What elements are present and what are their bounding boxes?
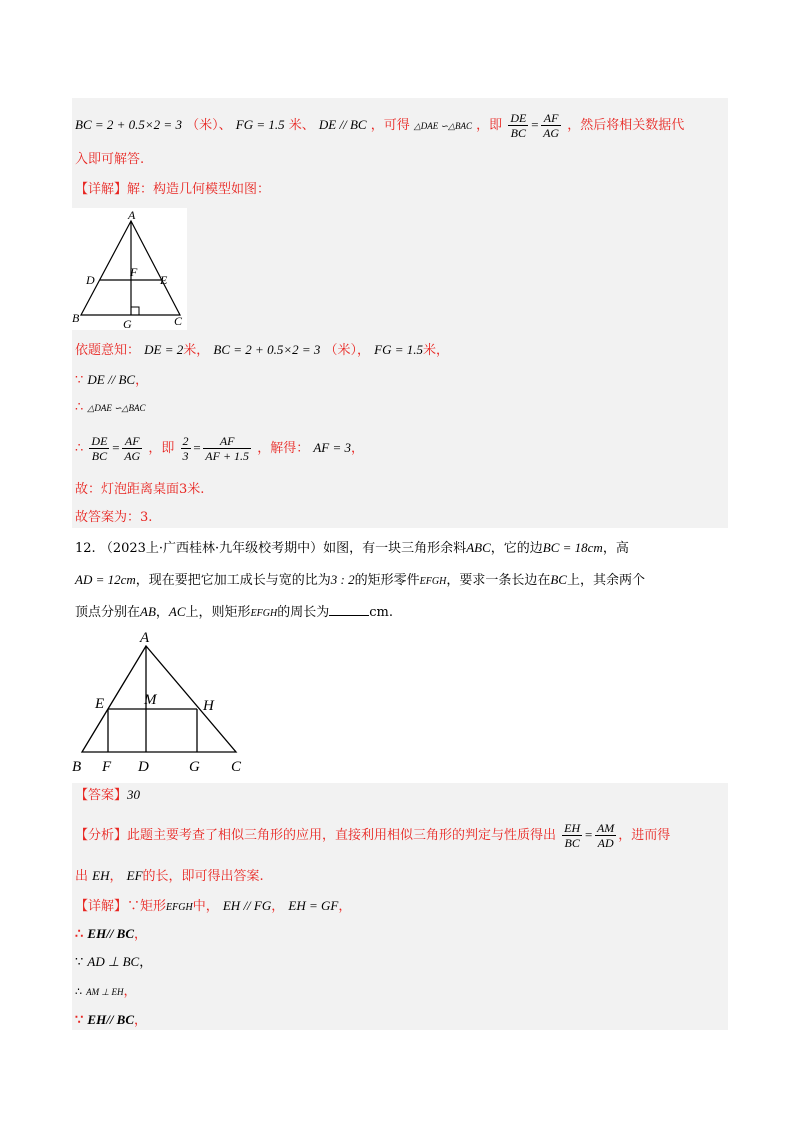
- question-text: 的周长为: [277, 605, 330, 620]
- punctuation: ，: [109, 869, 123, 884]
- analysis-line-2: [75, 866, 264, 887]
- unit-text: （米），: [324, 343, 371, 358]
- bc-length: BC = 18cm: [542, 540, 603, 555]
- similarity-expression: △DAE ∽△BAC: [413, 121, 473, 131]
- unit-text: 米，: [423, 343, 450, 358]
- question-text: ，要求一条长边在: [446, 573, 551, 588]
- analysis-text: ，进而得: [618, 828, 671, 843]
- punctuation: ，: [134, 927, 148, 942]
- label-f: F: [102, 759, 112, 775]
- question-text: ，现在要把它加工成长与宽的比为: [135, 573, 331, 588]
- math-abc: ABC: [466, 540, 491, 555]
- label-h: H: [203, 698, 214, 714]
- detail-text: 中，: [192, 899, 219, 914]
- de-equation: DE = 2: [144, 342, 184, 357]
- fraction-denominator: BC: [91, 449, 108, 463]
- fraction-numerator: EH: [564, 821, 581, 835]
- label-c: C: [174, 314, 183, 328]
- fraction-denominator: BC: [564, 836, 580, 850]
- label-g: G: [123, 317, 132, 330]
- because-symbol: ∵: [75, 1013, 84, 1028]
- parallel-expression: EH// BC: [87, 1012, 135, 1027]
- detail-line-1: [75, 340, 449, 361]
- analysis-text: 出: [75, 869, 89, 884]
- detail-heading-2: [75, 896, 351, 918]
- label-d: D: [86, 273, 95, 287]
- connector-text: ，解得：: [257, 441, 310, 456]
- similarity-expression: △DAE ∽△BAC: [87, 403, 146, 413]
- answer-value: 30: [127, 787, 141, 802]
- analysis-tag: 【分析】: [75, 828, 128, 843]
- perpendicular-expression: AD ⊥ BC: [87, 954, 140, 969]
- fraction-numerator: AM: [596, 821, 615, 835]
- connector-text: ，然后将相关数据代: [567, 118, 685, 133]
- punctuation: ，: [135, 373, 149, 388]
- question-number: 12.: [75, 541, 96, 556]
- fraction-af-ag: [122, 434, 142, 463]
- answer-tag: 【答案】: [75, 788, 128, 803]
- analysis-line-2: 入即可解答.: [75, 152, 145, 167]
- ratio: 3 : 2: [330, 572, 355, 587]
- question-text: ，它的边: [490, 541, 543, 556]
- unit-text: （米）、: [186, 118, 232, 133]
- fraction-numerator: 2: [182, 434, 189, 448]
- fg-equation: FG = 1.5: [235, 117, 285, 132]
- question-12-line-1: [75, 538, 629, 559]
- therefore-symbol: ∴: [75, 927, 84, 942]
- question-text: 的矩形零件: [354, 573, 420, 588]
- connector-text: ，可得: [370, 118, 410, 133]
- fraction-denominator: AD: [597, 836, 614, 850]
- question-12-line-3: [75, 602, 393, 624]
- label-e: E: [95, 696, 105, 712]
- label-f: F: [130, 265, 138, 279]
- math-efgh: EFGH: [250, 608, 278, 619]
- step-2: [75, 952, 152, 973]
- fraction-de-bc: [508, 111, 528, 140]
- punctuation: ，: [271, 899, 285, 914]
- question-text: 上，则矩形: [185, 605, 251, 620]
- question-text: ，高: [602, 541, 629, 556]
- result-equation: AF = 3: [313, 440, 351, 455]
- label-b: B: [72, 759, 82, 775]
- unit-text: 米、: [288, 118, 315, 133]
- because-symbol: ∵: [75, 373, 84, 388]
- question-12-line-2: [75, 570, 645, 592]
- fraction-af-ag: [541, 111, 561, 140]
- label-c: C: [231, 759, 242, 775]
- bc-equation: BC = 2 + 0.5×2 = 3: [75, 117, 182, 132]
- parallel-expression: EH// BC: [87, 926, 135, 941]
- math-efgh: EFGH: [419, 576, 447, 587]
- fraction-af-af15: [203, 434, 251, 463]
- fraction-numerator: AF: [541, 111, 561, 126]
- detail-line-4: ∴ $\frac{DE}{BC}$ = $\frac{AF}{AG}$ ，即 $\frac{2}{3}$ = $\frac{AF}{AF + 1.5}$ ，解得： AF = 3，: [75, 434, 365, 463]
- label-e: E: [160, 273, 168, 287]
- parallel-expression: EH // FG: [222, 898, 272, 913]
- detail-heading: [75, 180, 270, 200]
- punctuation: ，: [338, 899, 352, 914]
- fraction-numerator: AF: [122, 434, 142, 449]
- detail-text: 解：构造几何模型如图：: [127, 182, 271, 197]
- ad-length: AD = 12cm: [75, 572, 136, 587]
- fraction-2-3: [181, 434, 191, 463]
- punctuation: ，: [351, 441, 365, 456]
- step-3: [75, 982, 137, 1002]
- triangle-figure-2: [70, 630, 250, 778]
- question-text: 顶点分别在: [75, 605, 141, 620]
- detail-line-3: [75, 398, 146, 418]
- fg-equation: FG = 1.5: [374, 342, 424, 357]
- label-d: D: [138, 759, 149, 775]
- label-a: A: [140, 630, 150, 646]
- punctuation: ，: [139, 955, 153, 970]
- math-bc: BC: [550, 572, 567, 587]
- analysis-text: 的长，即可得出答案.: [142, 869, 264, 884]
- parallel-expression: DE // BC: [87, 372, 136, 387]
- fraction-de-bc: [89, 434, 109, 463]
- unit-text: cm.: [369, 605, 393, 620]
- triangle-figure-1: [72, 208, 187, 330]
- math-ef: EF: [126, 868, 143, 883]
- detail-text: ∵矩形: [127, 899, 167, 914]
- conclusion-line: 故：灯泡距离桌面3米.: [75, 482, 205, 497]
- fraction-numerator: AF: [203, 434, 251, 449]
- unit-text: 米，: [183, 343, 210, 358]
- detail-tag: 【详解】: [75, 899, 128, 914]
- analysis-text: 此题主要考查了相似三角形的应用，直接利用相似三角形的判定与性质得出: [127, 828, 557, 843]
- therefore-symbol: ∴: [75, 985, 82, 998]
- label-a: A: [128, 208, 136, 222]
- equal-expression: EH = GF: [288, 898, 339, 913]
- therefore-symbol: ∴: [75, 400, 84, 415]
- parallel-expression: DE // BC: [318, 117, 367, 132]
- question-text: 上，其余两个: [566, 573, 645, 588]
- question-text: ，: [155, 605, 169, 620]
- question-text: （2023上·广西桂林·九年级校考期中）如图，有一块三角形余料: [99, 541, 467, 556]
- perpendicular-expression: AM ⊥ EH: [86, 987, 124, 997]
- punctuation: ，: [134, 1013, 148, 1028]
- punctuation: ，: [123, 984, 137, 999]
- bc-equation: BC = 2 + 0.5×2 = 3: [213, 342, 321, 357]
- fraction-denominator: 3: [182, 449, 189, 463]
- math-efgh: EFGH: [166, 902, 193, 913]
- answer-blank[interactable]: [329, 603, 369, 616]
- answer-line: [75, 785, 140, 806]
- detail-tag: 【详解】: [75, 182, 128, 197]
- detail-line-2: [75, 370, 148, 391]
- step-1: [75, 924, 147, 945]
- therefore-symbol: ∴: [75, 441, 84, 456]
- because-symbol: ∵: [75, 955, 84, 970]
- fraction-denominator: AF + 1.5: [205, 449, 250, 463]
- math-ac: AC: [168, 604, 186, 619]
- fraction-denominator: BC: [510, 126, 526, 140]
- label-m: M: [144, 692, 157, 708]
- connector-text: ，即: [476, 118, 503, 133]
- analysis-line-1: BC = 2 + 0.5×2 = 3 （米）、 FG = 1.5 米、 DE // BC ，可得 △DAE ∽△BAC ，即 $\frac{DE}{BC}$ = $\frac{AF}{AG}$ ，然后将相关数据代: [75, 111, 685, 140]
- fraction-numerator: DE: [510, 111, 527, 125]
- final-answer-line: 故答案为：3.: [75, 510, 153, 525]
- fraction-numerator: DE: [91, 434, 108, 448]
- math-eh: EH: [92, 868, 110, 883]
- label-g: G: [189, 759, 200, 775]
- math-ab: AB: [140, 604, 156, 619]
- step-4: [75, 1010, 147, 1031]
- connector-text: ，即: [148, 441, 175, 456]
- text: 依题意知：: [75, 343, 141, 358]
- label-b: B: [72, 311, 80, 325]
- fraction-am-ad: [595, 821, 616, 850]
- fraction-denominator: AG: [124, 449, 141, 463]
- fraction-denominator: AG: [543, 126, 560, 140]
- analysis-line: 【分析】此题主要考查了相似三角形的应用，直接利用相似三角形的判定与性质得出 $\frac{EH}{BC}$ = $\frac{AM}{AD}$ ，进而得: [75, 821, 671, 850]
- fraction-eh-bc: [562, 821, 582, 850]
